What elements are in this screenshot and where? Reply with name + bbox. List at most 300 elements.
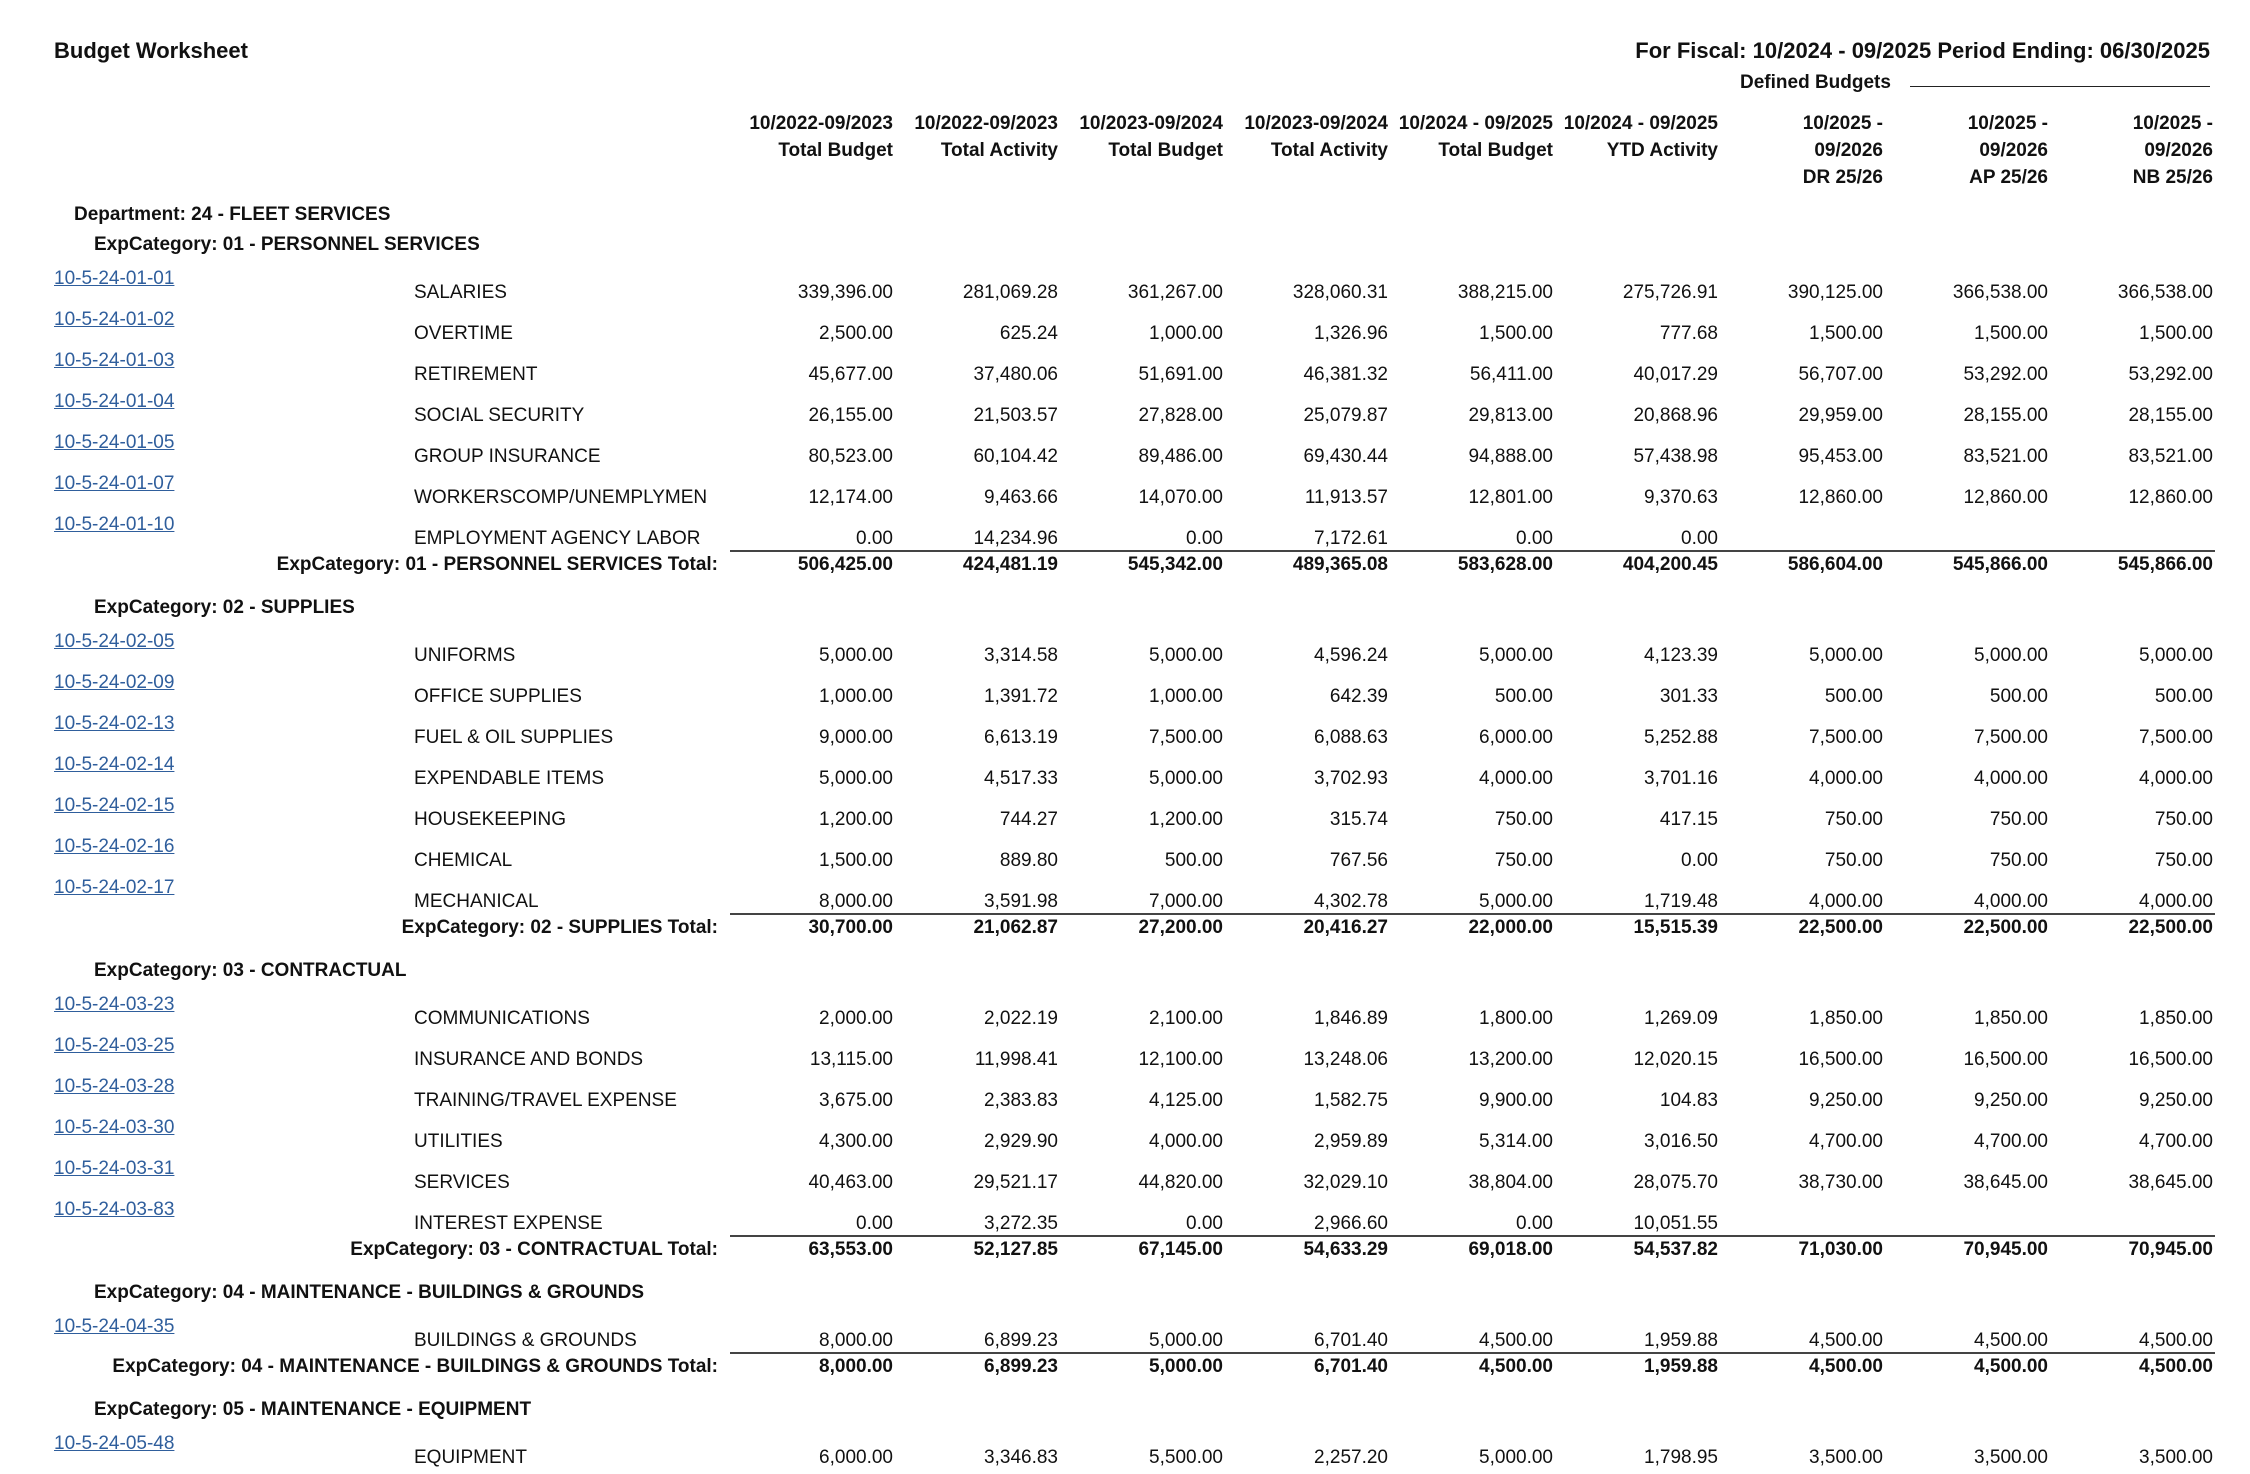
category-total-amount: 52,127.85 xyxy=(973,1239,1058,1260)
amount-cell: 46,381.32 xyxy=(1303,364,1388,385)
amount-cell: 38,645.00 xyxy=(2128,1172,2213,1193)
column-header-line2: Total Activity xyxy=(1270,140,1388,161)
amount-cell: 4,500.00 xyxy=(2139,1330,2213,1351)
amount-cell: 11,998.41 xyxy=(974,1049,1058,1070)
amount-cell: 16,500.00 xyxy=(1963,1049,2048,1070)
amount-cell: 9,370.63 xyxy=(1644,487,1718,508)
amount-cell: 44,820.00 xyxy=(1138,1172,1223,1193)
account-link[interactable]: 10-5-24-01-02 xyxy=(54,309,175,330)
amount-cell: 767.56 xyxy=(1329,850,1388,871)
amount-cell: 3,675.00 xyxy=(819,1090,893,1111)
table-row xyxy=(0,754,2250,795)
amount-cell: 16,500.00 xyxy=(2128,1049,2213,1070)
amount-cell: 4,517.33 xyxy=(984,768,1058,789)
amount-cell: 4,300.00 xyxy=(819,1131,893,1152)
category-total-amount: 4,500.00 xyxy=(2139,1356,2213,1377)
table-row xyxy=(0,672,2250,713)
amount-cell: 25,079.87 xyxy=(1303,405,1388,426)
amount-cell: 12,020.15 xyxy=(1633,1049,1718,1070)
column-header xyxy=(2049,110,2213,191)
amount-cell: 4,700.00 xyxy=(2139,1131,2213,1152)
account-description: CHEMICAL xyxy=(414,850,513,871)
column-header-line1: 10/2023-09/2024 xyxy=(1244,113,1388,134)
amount-cell: 1,200.00 xyxy=(1149,809,1223,830)
subtotal-rule xyxy=(730,1352,2215,1354)
account-link[interactable]: 10-5-24-03-30 xyxy=(54,1117,175,1138)
amount-cell: 1,959.88 xyxy=(1644,1330,1718,1351)
account-link[interactable]: 10-5-24-04-35 xyxy=(54,1316,175,1337)
amount-cell: 2,959.89 xyxy=(1314,1131,1388,1152)
table-row xyxy=(0,309,2250,350)
account-link[interactable]: 10-5-24-01-01 xyxy=(54,268,175,289)
amount-cell: 7,500.00 xyxy=(1149,727,1223,748)
column-header-line2: 09/2026 xyxy=(1814,140,1883,161)
column-header-line2: Total Budget xyxy=(778,140,893,161)
amount-cell: 27,828.00 xyxy=(1138,405,1223,426)
defined-budgets-label: Defined Budgets xyxy=(1740,72,1891,93)
table-row xyxy=(0,1035,2250,1076)
amount-cell: 6,088.63 xyxy=(1314,727,1388,748)
amount-cell: 301.33 xyxy=(1659,686,1718,707)
amount-cell: 3,701.16 xyxy=(1644,768,1718,789)
amount-cell: 40,463.00 xyxy=(808,1172,893,1193)
amount-cell: 361,267.00 xyxy=(1127,282,1223,303)
amount-cell: 1,500.00 xyxy=(1479,323,1553,344)
category-total-amount: 27,200.00 xyxy=(1138,917,1223,938)
amount-cell: 777.68 xyxy=(1659,323,1718,344)
table-row xyxy=(0,473,2250,514)
amount-cell: 4,000.00 xyxy=(1149,1131,1223,1152)
account-link[interactable]: 10-5-24-01-03 xyxy=(54,350,175,371)
amount-cell: 4,000.00 xyxy=(2139,768,2213,789)
amount-cell: 0.00 xyxy=(856,528,893,549)
amount-cell: 83,521.00 xyxy=(2128,446,2213,467)
amount-cell: 5,314.00 xyxy=(1479,1131,1553,1152)
category-total-amount: 489,365.08 xyxy=(1292,554,1388,575)
amount-cell: 889.80 xyxy=(999,850,1058,871)
amount-cell: 13,248.06 xyxy=(1303,1049,1388,1070)
amount-cell: 1,798.95 xyxy=(1644,1447,1718,1468)
amount-cell: 26,155.00 xyxy=(808,405,893,426)
amount-cell: 3,500.00 xyxy=(2139,1447,2213,1468)
defined-budgets-rule xyxy=(1910,86,2210,87)
amount-cell: 9,463.66 xyxy=(984,487,1058,508)
category-heading: ExpCategory: 03 - CONTRACTUAL xyxy=(94,960,407,981)
amount-cell: 7,500.00 xyxy=(2139,727,2213,748)
amount-cell: 1,500.00 xyxy=(819,850,893,871)
category-total-amount: 71,030.00 xyxy=(1798,1239,1883,1260)
table-row xyxy=(0,713,2250,754)
account-link[interactable]: 10-5-24-02-14 xyxy=(54,754,175,775)
amount-cell: 5,000.00 xyxy=(2139,645,2213,666)
account-link[interactable]: 10-5-24-01-05 xyxy=(54,432,175,453)
amount-cell: 56,411.00 xyxy=(1469,364,1553,385)
category-total-label: ExpCategory: 03 - CONTRACTUAL Total: xyxy=(350,1239,718,1260)
account-description: COMMUNICATIONS xyxy=(414,1008,590,1029)
account-description: EXPENDABLE ITEMS xyxy=(414,768,605,789)
amount-cell: 0.00 xyxy=(1186,1213,1223,1234)
column-header-line1: 10/2022-09/2023 xyxy=(749,113,893,134)
amount-cell: 38,730.00 xyxy=(1798,1172,1883,1193)
amount-cell: 4,123.39 xyxy=(1644,645,1718,666)
amount-cell: 2,000.00 xyxy=(819,1008,893,1029)
column-header xyxy=(1224,110,1388,164)
amount-cell: 1,800.00 xyxy=(1479,1008,1553,1029)
account-link[interactable]: 10-5-24-02-09 xyxy=(54,672,175,693)
amount-cell: 0.00 xyxy=(856,1213,893,1234)
amount-cell: 3,314.58 xyxy=(984,645,1058,666)
amount-cell: 5,252.88 xyxy=(1644,727,1718,748)
amount-cell: 642.39 xyxy=(1329,686,1388,707)
account-description: BUILDINGS & GROUNDS xyxy=(414,1330,637,1351)
amount-cell: 3,272.35 xyxy=(984,1213,1058,1234)
amount-cell: 4,302.78 xyxy=(1314,891,1388,912)
account-link[interactable]: 10-5-24-02-05 xyxy=(54,631,175,652)
account-description: INSURANCE AND BONDS xyxy=(414,1049,644,1070)
amount-cell: 417.15 xyxy=(1659,809,1718,830)
account-link[interactable]: 10-5-24-02-16 xyxy=(54,836,175,857)
account-description: FUEL & OIL SUPPLIES xyxy=(414,727,614,748)
category-total-amount: 70,945.00 xyxy=(2128,1239,2213,1260)
amount-cell: 4,500.00 xyxy=(1809,1330,1883,1351)
amount-cell: 38,645.00 xyxy=(1963,1172,2048,1193)
amount-cell: 32,029.10 xyxy=(1303,1172,1388,1193)
category-total-label: ExpCategory: 01 - PERSONNEL SERVICES Total: xyxy=(276,554,718,575)
amount-cell: 1,500.00 xyxy=(1974,323,2048,344)
category-total-amount: 404,200.45 xyxy=(1622,554,1718,575)
category-total-label: ExpCategory: 02 - SUPPLIES Total: xyxy=(401,917,718,938)
category-total-amount: 22,000.00 xyxy=(1468,917,1553,938)
amount-cell: 750.00 xyxy=(2154,850,2213,871)
account-link[interactable]: 10-5-24-03-83 xyxy=(54,1199,175,1220)
account-link[interactable]: 10-5-24-03-31 xyxy=(54,1158,175,1179)
amount-cell: 500.00 xyxy=(1164,850,1223,871)
category-total-amount: 6,701.40 xyxy=(1314,1356,1388,1377)
amount-cell: 1,269.09 xyxy=(1644,1008,1718,1029)
category-total-amount: 4,500.00 xyxy=(1974,1356,2048,1377)
amount-cell: 7,500.00 xyxy=(1974,727,2048,748)
category-total-amount: 22,500.00 xyxy=(1798,917,1883,938)
amount-cell: 1,326.96 xyxy=(1314,323,1388,344)
category-total-amount: 69,018.00 xyxy=(1468,1239,1553,1260)
amount-cell: 1,000.00 xyxy=(1149,686,1223,707)
amount-cell: 1,582.75 xyxy=(1314,1090,1388,1111)
amount-cell: 0.00 xyxy=(1681,528,1718,549)
account-description: EMPLOYMENT AGENCY LABOR xyxy=(414,528,701,549)
table-row xyxy=(0,432,2250,473)
amount-cell: 1,850.00 xyxy=(1974,1008,2048,1029)
amount-cell: 28,155.00 xyxy=(1963,405,2048,426)
amount-cell: 14,070.00 xyxy=(1138,487,1223,508)
category-total-amount: 70,945.00 xyxy=(1963,1239,2048,1260)
category-total-label: ExpCategory: 04 - MAINTENANCE - BUILDINGS & GROUNDS Total: xyxy=(112,1356,718,1377)
amount-cell: 5,000.00 xyxy=(819,768,893,789)
amount-cell: 40,017.29 xyxy=(1633,364,1718,385)
table-row xyxy=(0,1316,2250,1357)
amount-cell: 5,000.00 xyxy=(1149,1330,1223,1351)
fiscal-period: For Fiscal: 10/2024 - 09/2025 Period Ending: 06/30/2025 xyxy=(1635,38,2210,63)
amount-cell: 281,069.28 xyxy=(962,282,1058,303)
category-total-amount: 67,145.00 xyxy=(1138,1239,1223,1260)
amount-cell: 12,860.00 xyxy=(2128,487,2213,508)
amount-cell: 4,500.00 xyxy=(1974,1330,2048,1351)
account-description: SOCIAL SECURITY xyxy=(414,405,585,426)
category-total-amount: 54,633.29 xyxy=(1303,1239,1388,1260)
amount-cell: 4,000.00 xyxy=(1974,891,2048,912)
column-header-line1: 10/2024 - 09/2025 xyxy=(1563,113,1718,134)
amount-cell: 1,719.48 xyxy=(1644,891,1718,912)
amount-cell: 750.00 xyxy=(1989,809,2048,830)
subtotal-rule xyxy=(730,913,2215,915)
category-total-amount: 545,866.00 xyxy=(1952,554,2048,575)
amount-cell: 5,000.00 xyxy=(1479,1447,1553,1468)
amount-cell: 53,292.00 xyxy=(1963,364,2048,385)
amount-cell: 5,000.00 xyxy=(1809,645,1883,666)
amount-cell: 4,000.00 xyxy=(1809,891,1883,912)
subtotal-rule xyxy=(730,1235,2215,1237)
column-header-line2: Total Activity xyxy=(940,140,1058,161)
amount-cell: 29,813.00 xyxy=(1468,405,1553,426)
amount-cell: 21,503.57 xyxy=(973,405,1058,426)
amount-cell: 13,115.00 xyxy=(809,1049,893,1070)
column-header xyxy=(729,110,893,164)
account-description: TRAINING/TRAVEL EXPENSE xyxy=(414,1090,677,1111)
account-description: EQUIPMENT xyxy=(414,1447,527,1468)
amount-cell: 80,523.00 xyxy=(808,446,893,467)
amount-cell: 28,075.70 xyxy=(1633,1172,1718,1193)
amount-cell: 388,215.00 xyxy=(1457,282,1553,303)
amount-cell: 9,900.00 xyxy=(1479,1090,1553,1111)
amount-cell: 1,391.72 xyxy=(984,686,1058,707)
table-row xyxy=(0,1158,2250,1199)
column-header-line2: YTD Activity xyxy=(1606,140,1718,161)
amount-cell: 0.00 xyxy=(1516,1213,1553,1234)
amount-cell: 16,500.00 xyxy=(1798,1049,1883,1070)
table-row xyxy=(0,1199,2250,1240)
account-description: WORKERSCOMP/UNEMPLYMEN xyxy=(414,487,708,508)
category-total-amount: 4,500.00 xyxy=(1809,1356,1883,1377)
amount-cell: 744.27 xyxy=(999,809,1058,830)
amount-cell: 95,453.00 xyxy=(1798,446,1883,467)
amount-cell: 7,172.61 xyxy=(1314,528,1388,549)
category-total-amount: 5,000.00 xyxy=(1149,1356,1223,1377)
account-description: SALARIES xyxy=(414,282,507,303)
account-description: RETIREMENT xyxy=(414,364,538,385)
amount-cell: 7,000.00 xyxy=(1149,891,1223,912)
department-heading: Department: 24 - FLEET SERVICES xyxy=(74,204,391,225)
column-header-line3: AP 25/26 xyxy=(1969,167,2048,188)
category-total-amount: 424,481.19 xyxy=(962,554,1058,575)
amount-cell: 625.24 xyxy=(999,323,1058,344)
amount-cell: 38,804.00 xyxy=(1468,1172,1553,1193)
amount-cell: 4,700.00 xyxy=(1809,1131,1883,1152)
category-total-amount: 20,416.27 xyxy=(1303,917,1388,938)
amount-cell: 94,888.00 xyxy=(1468,446,1553,467)
account-link[interactable]: 10-5-24-02-13 xyxy=(54,713,175,734)
amount-cell: 328,060.31 xyxy=(1292,282,1388,303)
column-header-line2: Total Budget xyxy=(1438,140,1553,161)
amount-cell: 750.00 xyxy=(2154,809,2213,830)
column-header-line1: 10/2023-09/2024 xyxy=(1079,113,1223,134)
amount-cell: 8,000.00 xyxy=(819,891,893,912)
account-link[interactable]: 10-5-24-02-15 xyxy=(54,795,175,816)
amount-cell: 1,850.00 xyxy=(2139,1008,2213,1029)
amount-cell: 8,000.00 xyxy=(819,1330,893,1351)
category-total-amount: 30,700.00 xyxy=(808,917,893,938)
account-description: OVERTIME xyxy=(414,323,513,344)
amount-cell: 1,500.00 xyxy=(2139,323,2213,344)
amount-cell: 366,538.00 xyxy=(1952,282,2048,303)
amount-cell: 89,486.00 xyxy=(1138,446,1223,467)
amount-cell: 9,250.00 xyxy=(1809,1090,1883,1111)
column-header-line3: DR 25/26 xyxy=(1802,167,1883,188)
column-header-line1: 10/2025 - xyxy=(1802,113,1883,134)
amount-cell: 1,850.00 xyxy=(1809,1008,1883,1029)
account-description: GROUP INSURANCE xyxy=(414,446,601,467)
amount-cell: 2,500.00 xyxy=(819,323,893,344)
amount-cell: 10,051.55 xyxy=(1633,1213,1718,1234)
amount-cell: 0.00 xyxy=(1516,528,1553,549)
column-header-line1: 10/2024 - 09/2025 xyxy=(1398,113,1553,134)
column-header xyxy=(1719,110,1883,191)
amount-cell: 3,500.00 xyxy=(1809,1447,1883,1468)
amount-cell: 750.00 xyxy=(1824,850,1883,871)
amount-cell: 2,966.60 xyxy=(1314,1213,1388,1234)
amount-cell: 12,174.00 xyxy=(808,487,893,508)
amount-cell: 14,234.96 xyxy=(973,528,1058,549)
amount-cell: 57,438.98 xyxy=(1633,446,1718,467)
amount-cell: 9,250.00 xyxy=(1974,1090,2048,1111)
category-total-amount: 54,537.82 xyxy=(1633,1239,1718,1260)
column-header-line1: 10/2025 - xyxy=(2132,113,2213,134)
account-description: HOUSEKEEPING xyxy=(414,809,567,830)
table-row xyxy=(0,631,2250,672)
amount-cell: 51,691.00 xyxy=(1138,364,1223,385)
amount-cell: 83,521.00 xyxy=(1963,446,2048,467)
amount-cell: 3,702.93 xyxy=(1314,768,1388,789)
amount-cell: 4,596.24 xyxy=(1314,645,1388,666)
amount-cell: 500.00 xyxy=(1494,686,1553,707)
amount-cell: 750.00 xyxy=(1824,809,1883,830)
amount-cell: 56,707.00 xyxy=(1798,364,1883,385)
amount-cell: 390,125.00 xyxy=(1787,282,1883,303)
amount-cell: 37,480.06 xyxy=(973,364,1058,385)
account-link[interactable]: 10-5-24-01-04 xyxy=(54,391,175,412)
account-link[interactable]: 10-5-24-03-23 xyxy=(54,994,175,1015)
amount-cell: 104.83 xyxy=(1659,1090,1718,1111)
amount-cell: 6,701.40 xyxy=(1314,1330,1388,1351)
amount-cell: 2,929.90 xyxy=(984,1131,1058,1152)
category-total-amount: 586,604.00 xyxy=(1787,554,1883,575)
account-link[interactable]: 10-5-24-03-25 xyxy=(54,1035,175,1056)
amount-cell: 29,959.00 xyxy=(1798,405,1883,426)
amount-cell: 5,000.00 xyxy=(1974,645,2048,666)
amount-cell: 7,500.00 xyxy=(1809,727,1883,748)
amount-cell: 1,000.00 xyxy=(819,686,893,707)
amount-cell: 3,346.83 xyxy=(984,1447,1058,1468)
category-heading: ExpCategory: 04 - MAINTENANCE - BUILDINGS & GROUNDS xyxy=(94,1282,644,1303)
category-total-amount: 15,515.39 xyxy=(1633,917,1718,938)
table-row xyxy=(0,391,2250,432)
amount-cell: 750.00 xyxy=(1494,809,1553,830)
amount-cell: 1,200.00 xyxy=(819,809,893,830)
amount-cell: 500.00 xyxy=(1989,686,2048,707)
category-total-amount: 8,000.00 xyxy=(819,1356,893,1377)
amount-cell: 5,000.00 xyxy=(819,645,893,666)
account-link[interactable]: 10-5-24-05-48 xyxy=(54,1433,175,1454)
account-link[interactable]: 10-5-24-02-17 xyxy=(54,877,175,898)
amount-cell: 12,860.00 xyxy=(1963,487,2048,508)
column-header-line1: 10/2022-09/2023 xyxy=(914,113,1058,134)
amount-cell: 6,899.23 xyxy=(984,1330,1058,1351)
account-description: SERVICES xyxy=(414,1172,510,1193)
table-row xyxy=(0,1076,2250,1117)
amount-cell: 4,125.00 xyxy=(1149,1090,1223,1111)
table-row xyxy=(0,1433,2250,1474)
category-total-amount: 545,866.00 xyxy=(2117,554,2213,575)
amount-cell: 2,257.20 xyxy=(1314,1447,1388,1468)
column-header-line2: Total Budget xyxy=(1108,140,1223,161)
amount-cell: 339,396.00 xyxy=(797,282,893,303)
category-heading: ExpCategory: 05 - MAINTENANCE - EQUIPMENT xyxy=(94,1399,532,1420)
amount-cell: 4,700.00 xyxy=(1974,1131,2048,1152)
column-header xyxy=(1059,110,1223,164)
table-row xyxy=(0,268,2250,309)
amount-cell: 500.00 xyxy=(2154,686,2213,707)
category-total-amount: 21,062.87 xyxy=(973,917,1058,938)
amount-cell: 11,913.57 xyxy=(1304,487,1388,508)
amount-cell: 1,000.00 xyxy=(1149,323,1223,344)
amount-cell: 4,000.00 xyxy=(1479,768,1553,789)
amount-cell: 60,104.42 xyxy=(973,446,1058,467)
account-link[interactable]: 10-5-24-01-10 xyxy=(54,514,175,535)
amount-cell: 4,000.00 xyxy=(1974,768,2048,789)
amount-cell: 1,846.89 xyxy=(1314,1008,1388,1029)
column-header-line2: 09/2026 xyxy=(2144,140,2213,161)
category-heading: ExpCategory: 02 - SUPPLIES xyxy=(94,597,355,618)
category-total-amount: 506,425.00 xyxy=(797,554,893,575)
account-link[interactable]: 10-5-24-01-07 xyxy=(54,473,175,494)
amount-cell: 5,000.00 xyxy=(1479,891,1553,912)
amount-cell: 3,500.00 xyxy=(1974,1447,2048,1468)
column-header xyxy=(1884,110,2048,191)
table-row xyxy=(0,994,2250,1035)
account-description: MECHANICAL xyxy=(414,891,539,912)
amount-cell: 13,200.00 xyxy=(1468,1049,1553,1070)
amount-cell: 2,022.19 xyxy=(984,1008,1058,1029)
amount-cell: 45,677.00 xyxy=(808,364,893,385)
category-heading: ExpCategory: 01 - PERSONNEL SERVICES xyxy=(94,234,480,255)
amount-cell: 12,860.00 xyxy=(1798,487,1883,508)
table-row xyxy=(0,877,2250,918)
account-description: INTEREST EXPENSE xyxy=(414,1213,603,1234)
column-header-line3: NB 25/26 xyxy=(2132,167,2213,188)
amount-cell: 750.00 xyxy=(1494,850,1553,871)
subtotal-rule xyxy=(730,550,2215,552)
amount-cell: 6,613.19 xyxy=(984,727,1058,748)
amount-cell: 0.00 xyxy=(1186,528,1223,549)
amount-cell: 2,383.83 xyxy=(984,1090,1058,1111)
report-title: Budget Worksheet xyxy=(54,38,248,63)
amount-cell: 53,292.00 xyxy=(2128,364,2213,385)
account-link[interactable]: 10-5-24-03-28 xyxy=(54,1076,175,1097)
amount-cell: 5,500.00 xyxy=(1149,1447,1223,1468)
amount-cell: 12,801.00 xyxy=(1468,487,1553,508)
amount-cell: 0.00 xyxy=(1681,850,1718,871)
amount-cell: 5,000.00 xyxy=(1149,645,1223,666)
amount-cell: 5,000.00 xyxy=(1149,768,1223,789)
amount-cell: 366,538.00 xyxy=(2117,282,2213,303)
